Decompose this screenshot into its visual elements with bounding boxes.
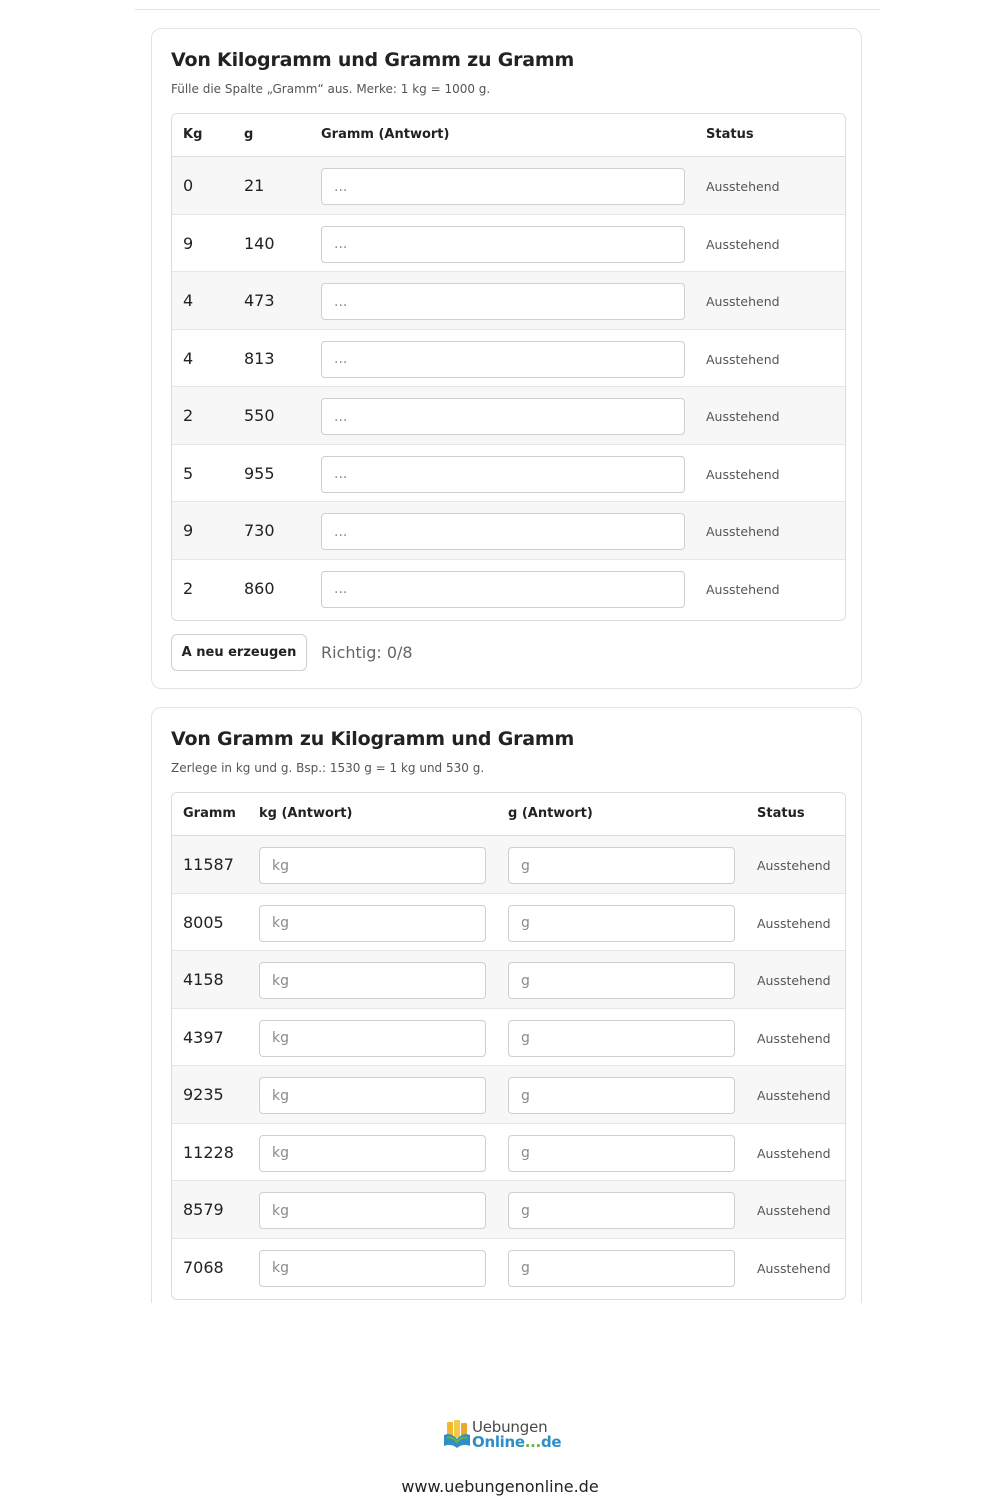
g-answer-input[interactable]	[508, 1077, 735, 1114]
cell-g: 860	[244, 578, 275, 598]
g-answer-input[interactable]	[508, 905, 735, 942]
cell-gramm: 9235	[183, 1085, 224, 1104]
header-status: Status	[706, 127, 754, 142]
cell-g: 21	[244, 176, 265, 195]
gramm-answer-input[interactable]	[321, 226, 685, 263]
status-text: Ausstehend	[757, 973, 831, 988]
status-text: Ausstehend	[706, 179, 780, 194]
cell-kg: 9	[183, 233, 194, 253]
table-row	[172, 330, 845, 388]
gramm-answer-input[interactable]	[321, 168, 685, 205]
top-divider	[135, 9, 880, 10]
section1-title: Von Kilogramm und Gramm zu Gramm	[171, 49, 575, 71]
cell-gramm: 4158	[183, 970, 224, 989]
logo-text-line2	[472, 1433, 561, 1451]
cell-g: 473	[244, 291, 275, 310]
kg-answer-input[interactable]	[259, 1020, 486, 1057]
kg-answer-input[interactable]	[259, 905, 486, 942]
status-text: Ausstehend	[757, 1203, 831, 1218]
exercise-card-g-to-kg-g	[151, 707, 862, 1327]
table-row	[172, 387, 845, 445]
status-text: Ausstehend	[706, 236, 780, 252]
status-text: Ausstehend	[706, 581, 780, 597]
section2-subtitle: Zerlege in kg und g. Bsp.: 1530 g = 1 kg und 530 g.	[171, 761, 485, 775]
header-kg-answer: kg (Antwort)	[259, 806, 353, 821]
table-row	[172, 272, 845, 330]
table-row	[172, 951, 845, 1009]
logo-tld: de	[540, 1433, 562, 1451]
score-text: Richtig: 0/8	[321, 643, 413, 662]
cell-kg: 4	[183, 291, 194, 310]
site-logo[interactable]	[443, 1418, 562, 1452]
header-answer: Gramm (Antwort)	[321, 127, 450, 142]
g-answer-input[interactable]	[508, 847, 735, 884]
gramm-answer-input[interactable]	[321, 456, 685, 493]
header-kg: Kg	[183, 127, 203, 142]
gramm-answer-input[interactable]	[321, 283, 685, 320]
cell-gramm: 7068	[183, 1257, 224, 1277]
header-status: Status	[757, 806, 805, 821]
exercise-card-kg-g-to-g	[151, 28, 862, 689]
status-text: Ausstehend	[757, 915, 831, 931]
table-body	[172, 157, 845, 617]
kg-answer-input[interactable]	[259, 847, 486, 884]
status-text: Ausstehend	[706, 351, 780, 367]
status-text: Ausstehend	[706, 294, 780, 309]
g-answer-input[interactable]	[508, 1135, 735, 1172]
cell-g: 140	[244, 233, 275, 253]
kg-answer-input[interactable]	[259, 1192, 486, 1229]
table-body	[172, 836, 845, 1296]
header-g: g	[244, 127, 254, 142]
status-text: Ausstehend	[757, 1030, 831, 1046]
g-answer-input[interactable]	[508, 962, 735, 999]
section1-table	[171, 113, 846, 621]
section2-table	[171, 792, 846, 1300]
g-answer-input[interactable]	[508, 1020, 735, 1057]
table-row	[172, 215, 845, 273]
cell-g: 813	[244, 348, 275, 368]
cell-g: 955	[244, 463, 275, 483]
kg-answer-input[interactable]	[259, 1250, 486, 1287]
footer-url[interactable]: www.uebungenonline.de	[401, 1477, 599, 1496]
gramm-answer-input[interactable]	[321, 571, 685, 608]
gramm-answer-input[interactable]	[321, 341, 685, 378]
logo-online: Online	[472, 1433, 525, 1451]
cell-kg: 0	[183, 176, 194, 195]
cell-g: 730	[244, 521, 275, 540]
table-header	[172, 114, 845, 157]
header-g-answer: g (Antwort)	[508, 806, 593, 821]
cell-kg: 4	[183, 348, 194, 368]
logo-text-line1: Uebungen	[472, 1418, 548, 1436]
status-text: Ausstehend	[706, 524, 780, 539]
g-answer-input[interactable]	[508, 1250, 735, 1287]
status-text: Ausstehend	[706, 409, 780, 424]
table-row	[172, 445, 845, 503]
status-text: Ausstehend	[757, 858, 831, 873]
regenerate-button[interactable]: A neu erzeugen	[171, 634, 307, 671]
table-row	[172, 1009, 845, 1067]
viewport-cutoff	[140, 1303, 880, 1343]
table-row	[172, 157, 845, 215]
table-row	[172, 894, 845, 952]
g-answer-input[interactable]	[508, 1192, 735, 1229]
section2-title: Von Gramm zu Kilogramm und Gramm	[171, 728, 575, 750]
gramm-answer-input[interactable]	[321, 513, 685, 550]
cell-kg: 2	[183, 578, 194, 598]
cell-gramm: 8579	[183, 1200, 224, 1219]
table-row	[172, 502, 845, 560]
table-row	[172, 1239, 845, 1297]
cell-gramm: 8005	[183, 912, 224, 932]
table-header	[172, 793, 845, 836]
gramm-answer-input[interactable]	[321, 398, 685, 435]
status-text: Ausstehend	[757, 1088, 831, 1103]
status-text: Ausstehend	[757, 1260, 831, 1276]
section1-subtitle: Fülle die Spalte „Gramm“ aus. Merke: 1 kg = 1000 g.	[171, 82, 491, 96]
table-row	[172, 1066, 845, 1124]
status-text: Ausstehend	[757, 1145, 831, 1161]
cell-gramm: 4397	[183, 1027, 224, 1047]
cell-kg: 5	[183, 463, 194, 483]
cell-kg: 2	[183, 406, 194, 425]
table-row	[172, 560, 845, 618]
cell-g: 550	[244, 406, 275, 425]
kg-answer-input[interactable]	[259, 1135, 486, 1172]
kg-answer-input[interactable]	[259, 1077, 486, 1114]
table-row	[172, 1124, 845, 1182]
table-row	[172, 1181, 845, 1239]
table-row	[172, 836, 845, 894]
logo-dots: ...	[524, 1433, 541, 1451]
book-icon	[443, 1419, 471, 1449]
header-gramm: Gramm	[183, 806, 236, 821]
status-text: Ausstehend	[706, 466, 780, 482]
kg-answer-input[interactable]	[259, 962, 486, 999]
cell-gramm: 11228	[183, 1142, 234, 1162]
cell-gramm: 11587	[183, 855, 234, 874]
cell-kg: 9	[183, 521, 194, 540]
